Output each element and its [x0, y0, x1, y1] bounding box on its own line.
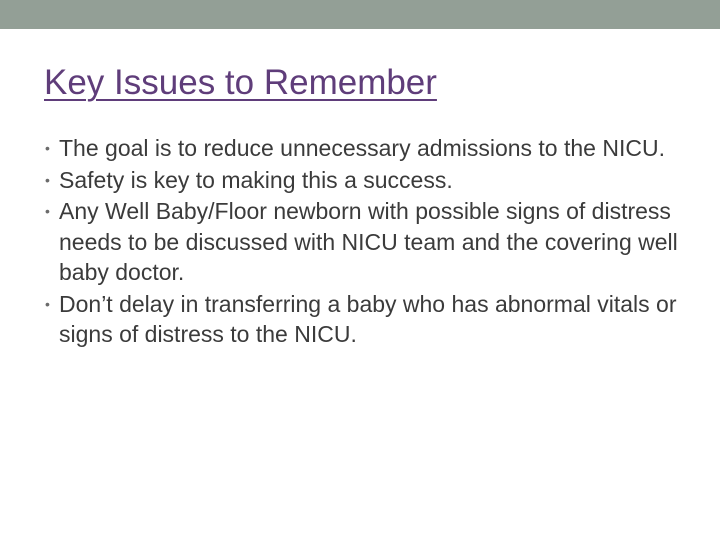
bullet-dot-icon: • — [45, 171, 50, 188]
bullet-text: Any Well Baby/Floor newborn with possible signs of distress needs to be discussed with NICU team and the covering well baby doctor. — [59, 198, 678, 285]
top-accent-band — [0, 0, 720, 29]
bullet-text: Safety is key to making this a success. — [59, 166, 453, 193]
bullet-dot-icon: • — [45, 295, 50, 312]
bullet-dot-icon: • — [45, 140, 50, 156]
bullet-item — [45, 196, 685, 288]
bullet-item — [45, 289, 685, 350]
bullet-text: Don’t delay in transferring a baby who has abnormal vitals or signs of distress to the NICU. — [59, 290, 677, 347]
bullet-dot-icon: • — [45, 203, 50, 219]
bullet-item — [45, 133, 685, 164]
bullet-list — [45, 133, 685, 351]
slide-title: Key Issues to Remember — [44, 63, 437, 102]
bullet-text: The goal is to reduce unnecessary admissions to the NICU. — [59, 135, 665, 161]
bullet-item — [45, 165, 685, 196]
